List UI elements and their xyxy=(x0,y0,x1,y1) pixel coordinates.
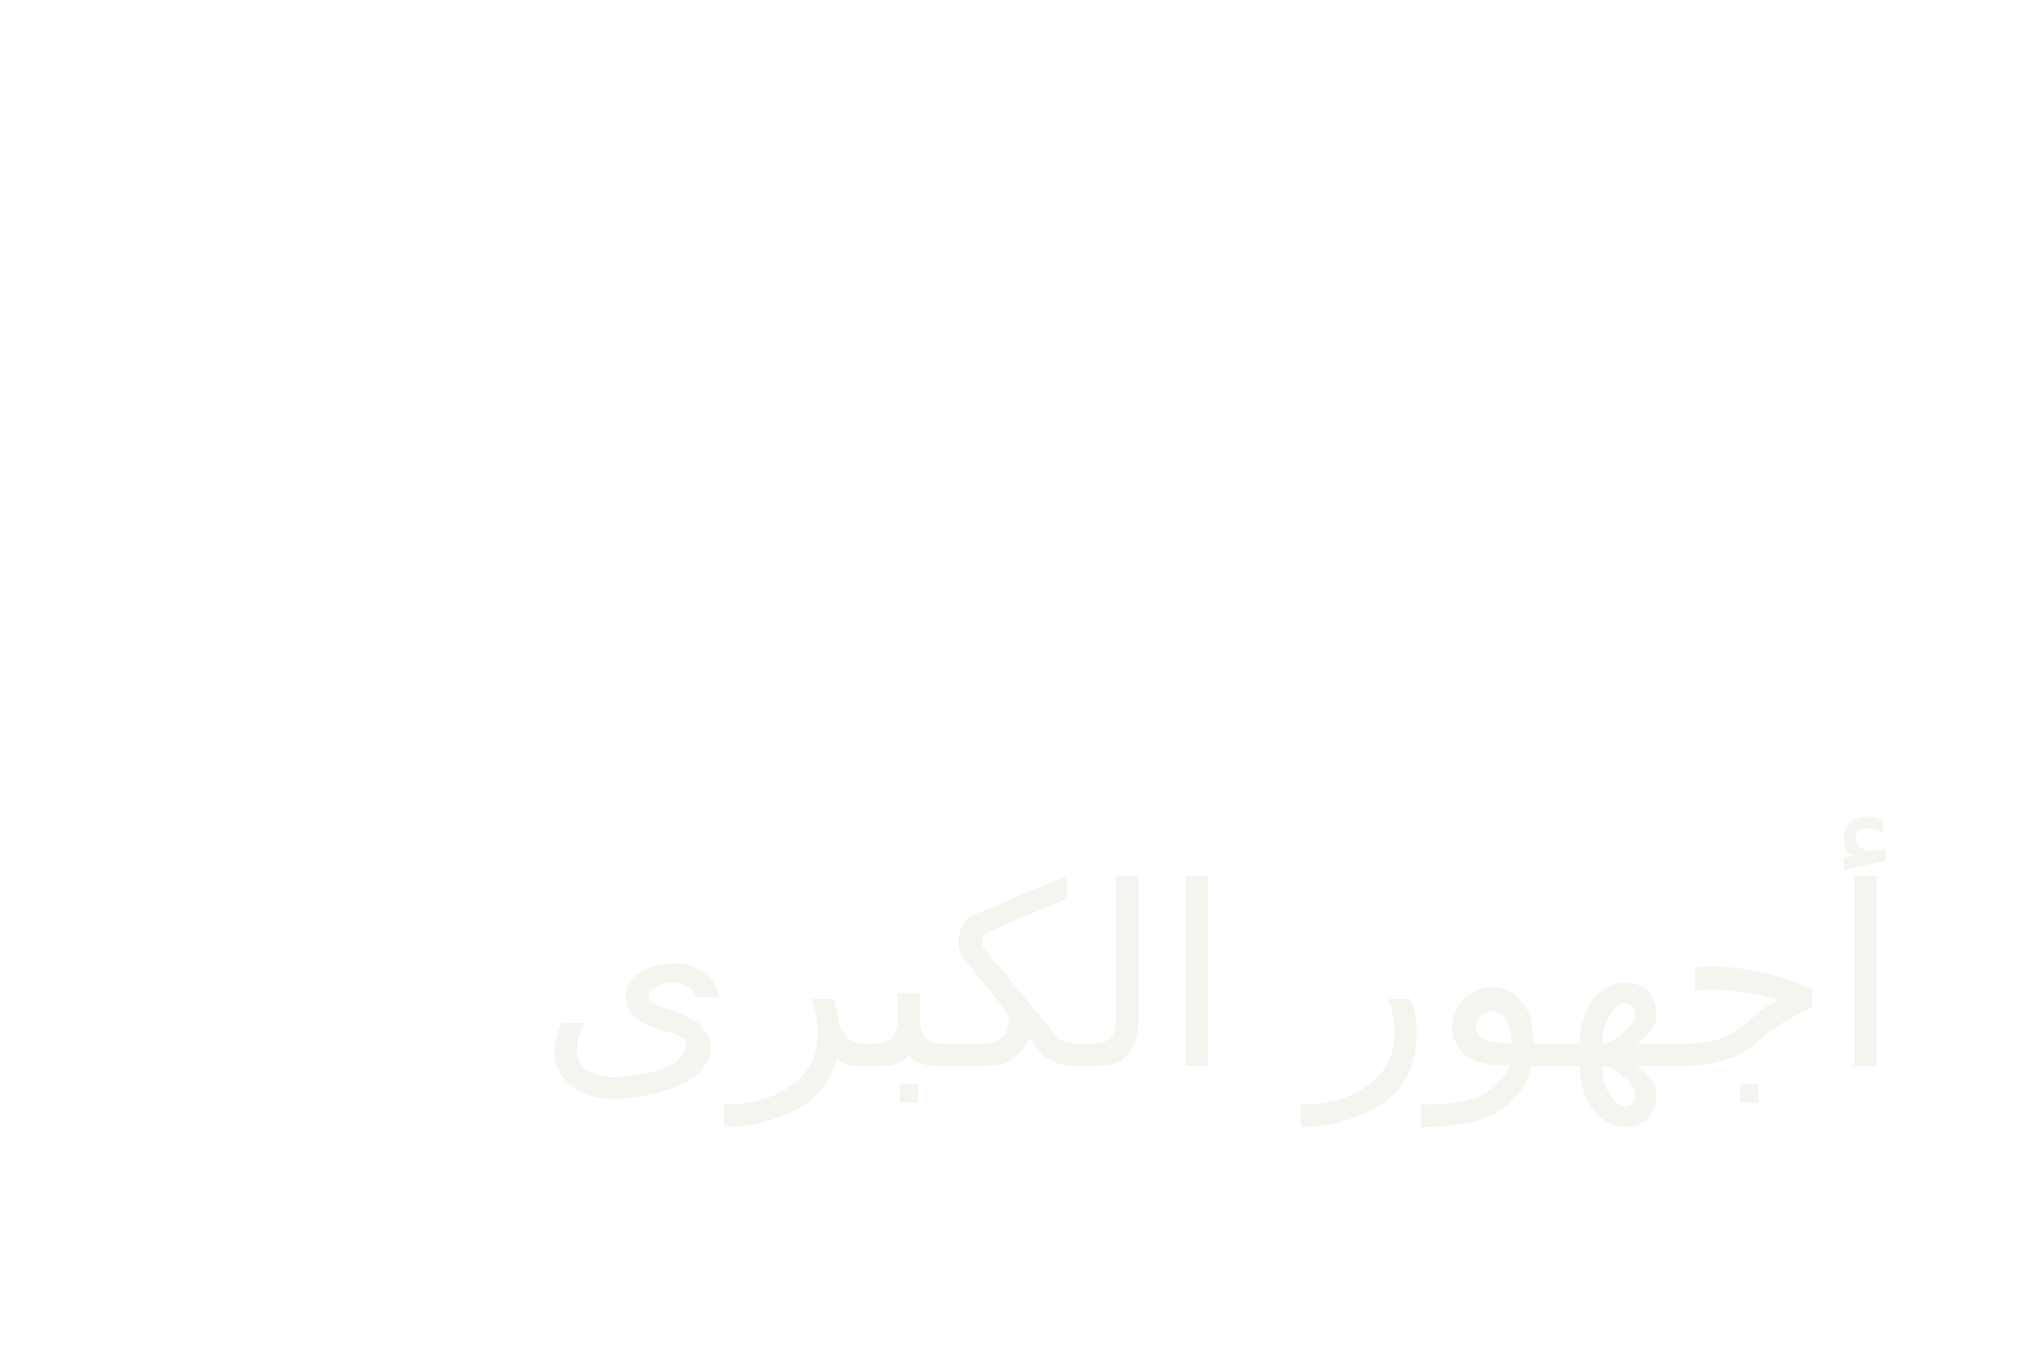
headline-text: أجهور الكبرى xyxy=(538,834,1900,1125)
